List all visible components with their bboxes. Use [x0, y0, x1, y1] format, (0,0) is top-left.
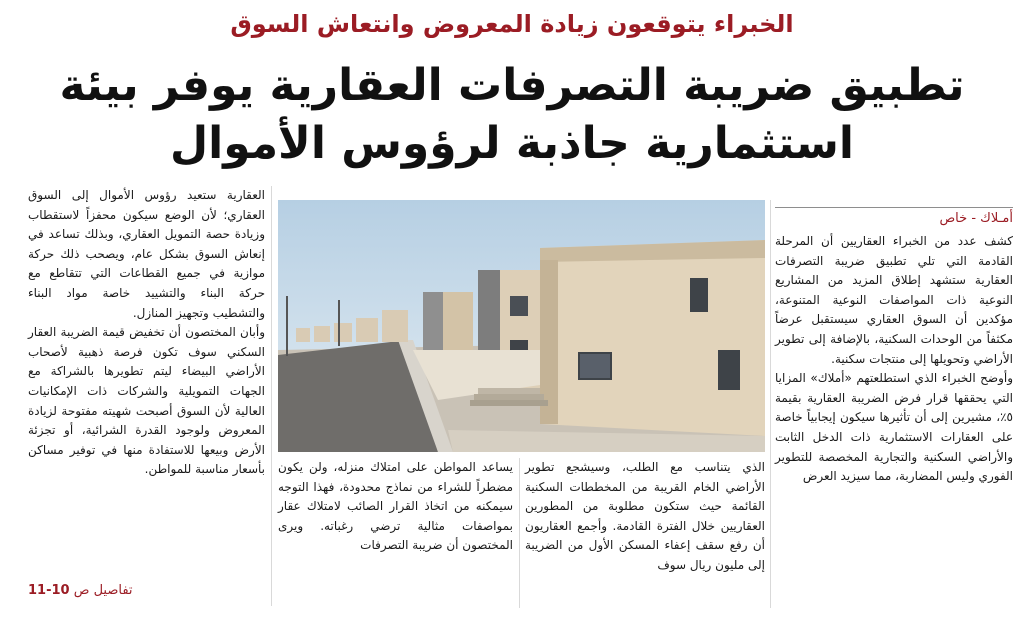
article-column-mid-left [278, 458, 513, 556]
article-photo [278, 200, 765, 452]
details-reference[interactable] [28, 583, 265, 598]
byline-text: أمـلاك - خاص [939, 211, 1013, 226]
details-label: تفاصيل ص [73, 583, 133, 598]
headline-line-1: تطبيق ضريبة التصرفات العقارية يوفر بيئة [59, 60, 965, 111]
byline [775, 207, 1013, 230]
column-divider [519, 458, 520, 608]
paragraph: يساعد المواطن على امتلاك منزله، ولن يكون مضطراً للشراء من نماذج محدودة، فهذا التوجه سيمكنه من اتخاذ القرار الصائب لامتلاك عقار بمواصفات مثالية ترضي رغباته. ويرى المختصون أن ضريبة التصرفات [278, 460, 513, 553]
paragraph: كشف عدد من الخبراء العقاريين أن المرحلة القادمة التي تلي تطبيق ضريبة التصرفات العقارية ستشهد إطلاق المزيد من المشاريع النوعية ذات المواصفات النوعية المتنوعة، مؤكدين أن السوق العقاري سيستقبل عرضاً مكثفاً من الوحدات السكنية، بالإضافة إلى تطوير الأراضي وتحويلها إلى منتجات سكنية. [775, 234, 1013, 366]
details-pages: 10-11 [28, 583, 70, 598]
article-column-right [775, 232, 1013, 487]
headline-line-2: استثمارية جاذبة لرؤوس الأموال [169, 118, 855, 169]
column-divider [271, 186, 272, 606]
paragraph: العقارية ستعيد رؤوس الأموال إلى السوق العقاري؛ لأن الوضع سيكون محفزاً لاستقطاب وزيادة حصة التمويل العقاري، وبذلك تساعد في إنعاش السوق بشكل عام، ويصحب ذلك حركة موازية في جميع القطاعات التي تتقاطع مع حركة البناء والتشييد خاصة مواد البناء والتشطيب وتجهيز المنازل. [28, 188, 265, 320]
paragraph: وأبان المختصون أن تخفيض قيمة الضريبة العقار السكني سوف تكون فرصة ذهبية لأصحاب الأراضي البيضاء ليتم تطويرها بالشراكة مع الجهات التمويلية والشركات ذات الإمكانيات العالية لأن السوق أصبحت شهيته مفتوحة لزيادة المعروض ولوجود القدرة الشرائية، أو تجزئة الأرض وبيعها للاستفادة منها في توفير مساكن بأسعار مناسبة للمواطن. [28, 325, 265, 477]
article-column-mid-right [525, 458, 765, 576]
article-kicker: الخبراء يتوقعون زيادة المعروض وانتعاش السوق [230, 10, 794, 38]
column-divider [770, 200, 771, 608]
housing-photo [278, 200, 765, 452]
article-column-left [28, 186, 265, 480]
paragraph: وأوضح الخبراء الذي استطلعتهم «أملاك» المزايا التي يحققها قرار فرض الضريبة العقارية بقيمة ٥٪، مشيرين إلى أن تأثيرها سيكون إيجابياً خاصة على العقارات الاستثمارية ذات الدخل الثابت والأراضي السكنية والتجارية المخصصة للتطوير الفوري وليس المضاربة، مما سيزيد العرض [775, 371, 1013, 484]
paragraph: الذي يتناسب مع الطلب، وسيشجع تطوير الأراضي الخام القريبة من المخططات السكنية القائمة حيث ستكون مطلوبة من المطورين العقاريين خلال الفترة القادمة. وأجمع العقاريون أن رفع سقف إعفاء المسكن الأول من الضريبة إلى مليون ريال سوف [525, 460, 765, 572]
